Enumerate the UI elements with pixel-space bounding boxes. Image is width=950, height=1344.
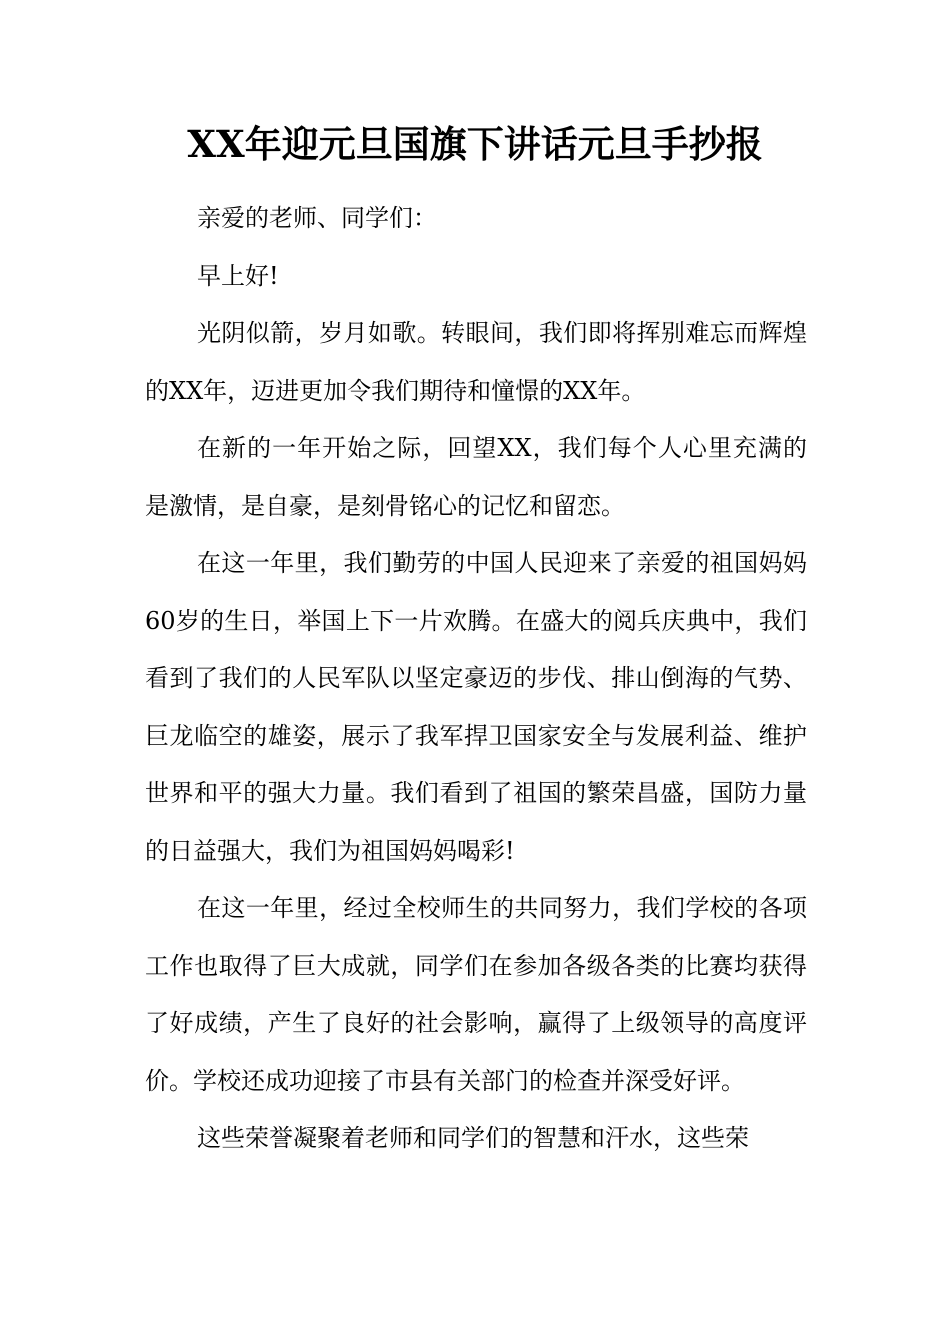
paragraph: 在这一年里，我们勤劳的中国人民迎来了亲爱的祖国妈妈60岁的生日，举国上下一片欢腾。在盛大的阅兵庆典中，我们看到了我们的人民军队以坚定豪迈的步伐、排山倒海的气势、巨龙临空的雄姿，展示了我军捍卫国家安全与发展利益、维护世界和平的强大力量。我们看到了祖国的繁荣昌盛，国防力量的日益强大，我们为祖国妈妈喝彩! <box>145 549 807 865</box>
document-title: XX年迎元旦国旗下讲话元旦手抄报 <box>187 122 763 166</box>
paragraph: 在这一年里，经过全校师生的共同努力，我们学校的各项工作也取得了巨大成就，同学们在参加各级各类的比赛均获得了好成绩，产生了良好的社会影响，赢得了上级领导的高度评价。学校还成功迎接了市县有关部门的检查并深受好评。 <box>145 894 807 1095</box>
paragraph: 光阴似箭，岁月如歌。转眼间，我们即将挥别难忘而辉煌的XX年，迈进更加令我们期待和憧憬的XX年。 <box>145 319 807 405</box>
greeting: 早上好! <box>197 261 279 290</box>
salutation: 亲爱的老师、同学们： <box>197 204 437 232</box>
paragraph: 在新的一年开始之际，回望XX，我们每个人心里充满的是激情，是自豪，是刻骨铭心的记忆和留恋。 <box>145 434 807 520</box>
paragraph: 这些荣誉凝聚着老师和同学们的智慧和汗水，这些荣 <box>197 1124 749 1152</box>
document-body <box>145 190 807 1168</box>
